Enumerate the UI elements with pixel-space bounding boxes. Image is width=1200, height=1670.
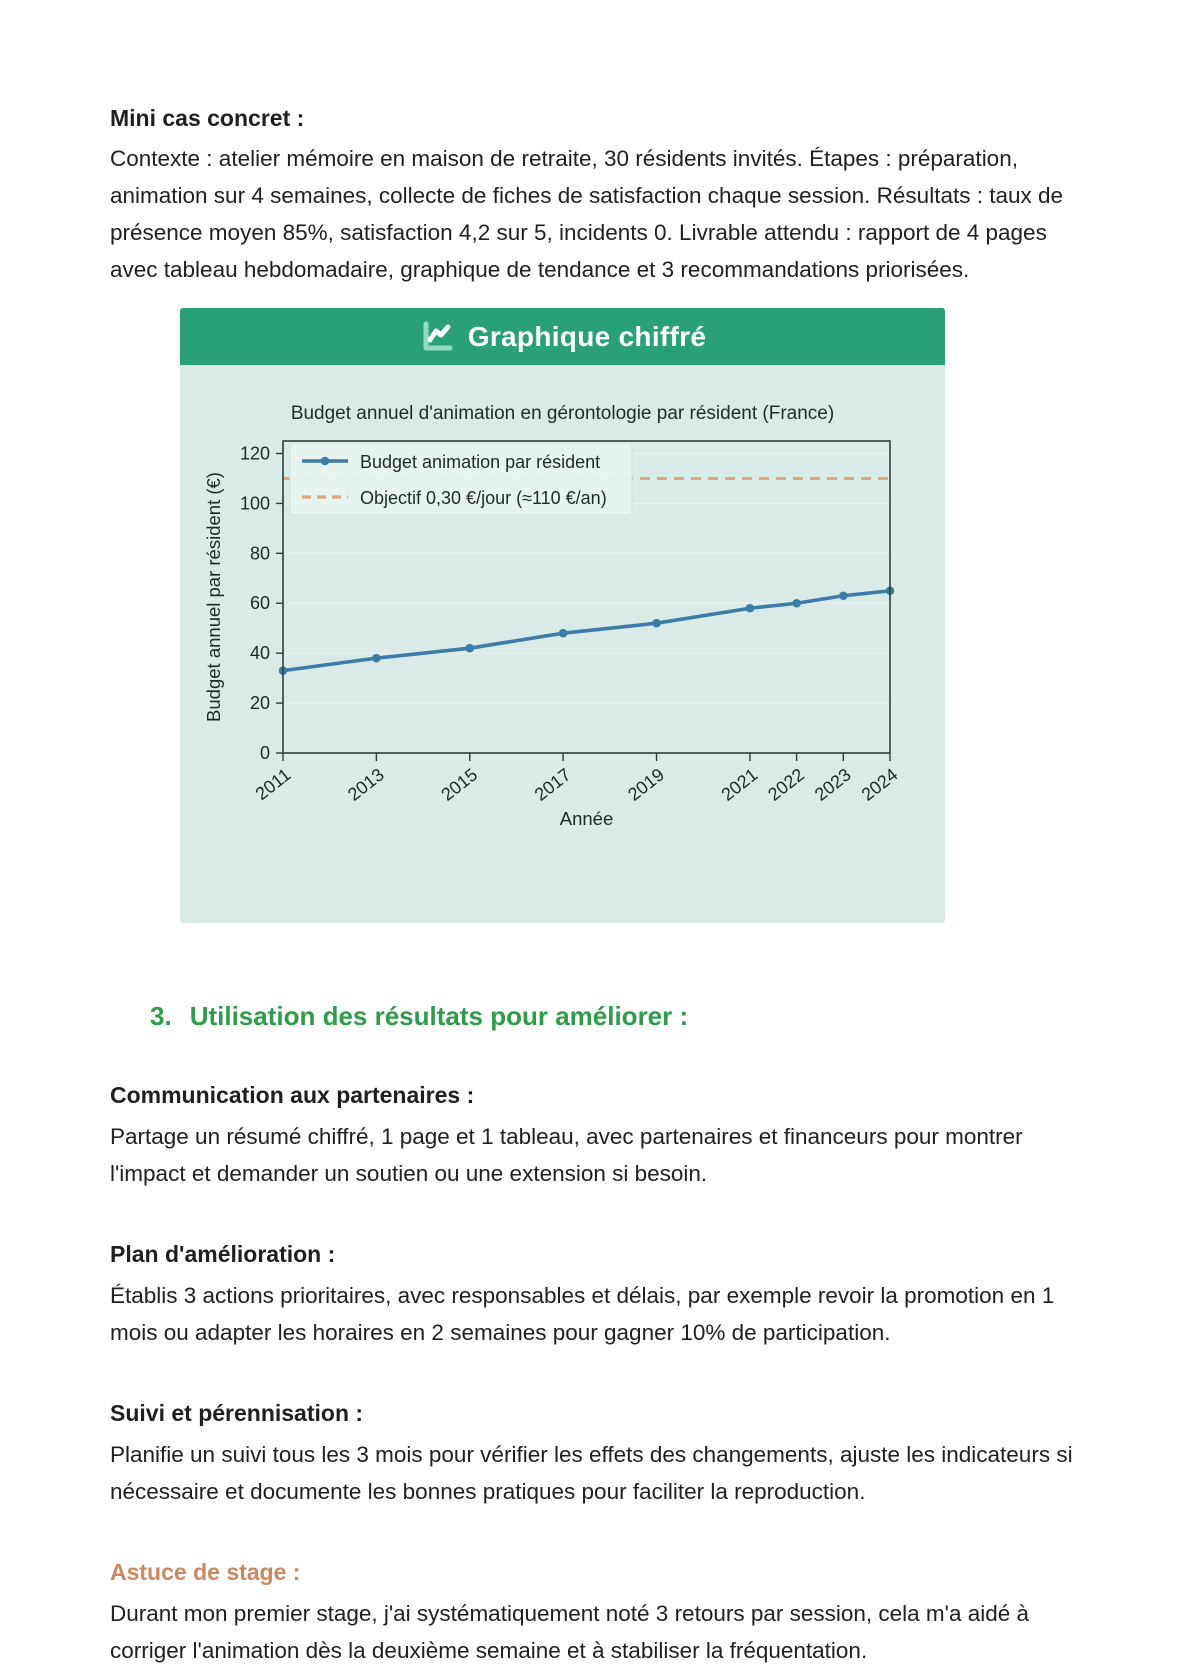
chart-card [180, 308, 945, 923]
block-body: Durant mon premier stage, j'ai systématiquement noté 3 retours par session, cela m'a aidé à corriger l'animation dès la deuxième semaine et à stabiliser la fréquentation. [110, 1601, 1030, 1663]
svg-text:2019: 2019 [624, 764, 669, 805]
page-content [110, 0, 1090, 1669]
svg-text:2023: 2023 [810, 764, 855, 805]
block-heading: Suivi et pérennisation : [110, 1400, 364, 1426]
chart-panel [180, 365, 945, 923]
svg-text:Budget annuel par résident (€): Budget annuel par résident (€) [203, 472, 224, 722]
svg-text:Année: Année [559, 808, 614, 829]
block-astuce-de-stage [110, 1556, 1090, 1669]
block-communication [110, 1079, 1090, 1192]
block-body: Établis 3 actions prioritaires, avec responsables et délais, par exemple revoir la promotion en 1 mois ou adapter les horaires en 2 semaines pour gagner 10% de participation. [110, 1283, 1055, 1345]
section-3-heading [150, 999, 1090, 1033]
chart-title: Budget annuel d'animation en gérontologie par résident (France) [290, 403, 835, 424]
svg-text:2011: 2011 [251, 764, 295, 804]
block-body: Partage un résumé chiffré, 1 page et 1 tableau, avec partenaires et financeurs pour montrer l'impact et demander un soutien ou une extension si besoin. [110, 1124, 1023, 1186]
svg-text:2013: 2013 [343, 764, 388, 805]
svg-text:80: 80 [249, 543, 270, 564]
svg-text:2022: 2022 [764, 764, 809, 805]
svg-text:40: 40 [249, 643, 270, 664]
line-chart-icon [419, 319, 455, 355]
section-3-number: 3. [150, 1001, 172, 1031]
svg-text:60: 60 [249, 593, 270, 614]
chart-card-header [180, 308, 945, 365]
intro-heading: Mini cas concret : [110, 105, 305, 131]
intro-paragraph: Contexte : atelier mémoire en maison de retraite, 30 résidents invités. Étapes : préparation, animation sur 4 semaines, collecte de fiches de satisfaction chaque session. Résultats : taux de présence moyen 85%, satisfaction 4,2 sur 5, incidents 0. Livrable attendu : rapport de 4 pages avec tableau hebdomadaire, graphique de tendance et 3 recommandations priorisées. [110, 146, 1064, 282]
block-plan-amelioration [110, 1238, 1090, 1351]
svg-text:2017: 2017 [530, 764, 575, 805]
svg-text:Objectif 0,30 €/jour (≈110 €/a: Objectif 0,30 €/jour (≈110 €/an) [360, 488, 607, 508]
section-3-title: Utilisation des résultats pour améliorer : [189, 1001, 689, 1031]
block-heading: Plan d'amélioration : [110, 1241, 336, 1267]
budget-line-chart [180, 431, 945, 843]
svg-text:100: 100 [239, 493, 270, 514]
svg-text:Budget animation par résident: Budget animation par résident [360, 452, 601, 472]
svg-text:2024: 2024 [857, 764, 902, 805]
svg-text:120: 120 [239, 443, 270, 464]
block-suivi-perennisation [110, 1397, 1090, 1510]
chart-card-title: Graphique chiffré [467, 320, 707, 352]
block-heading: Communication aux partenaires : [110, 1082, 475, 1108]
block-body: Planifie un suivi tous les 3 mois pour vérifier les effets des changements, ajuste les indicateurs si nécessaire et documente les bonnes pratiques pour faciliter la reproduction. [110, 1442, 1073, 1504]
svg-text:0: 0 [259, 743, 270, 763]
svg-text:2021: 2021 [717, 764, 762, 805]
svg-text:20: 20 [249, 693, 270, 714]
svg-text:2015: 2015 [437, 764, 482, 805]
block-heading: Astuce de stage : [110, 1559, 301, 1585]
